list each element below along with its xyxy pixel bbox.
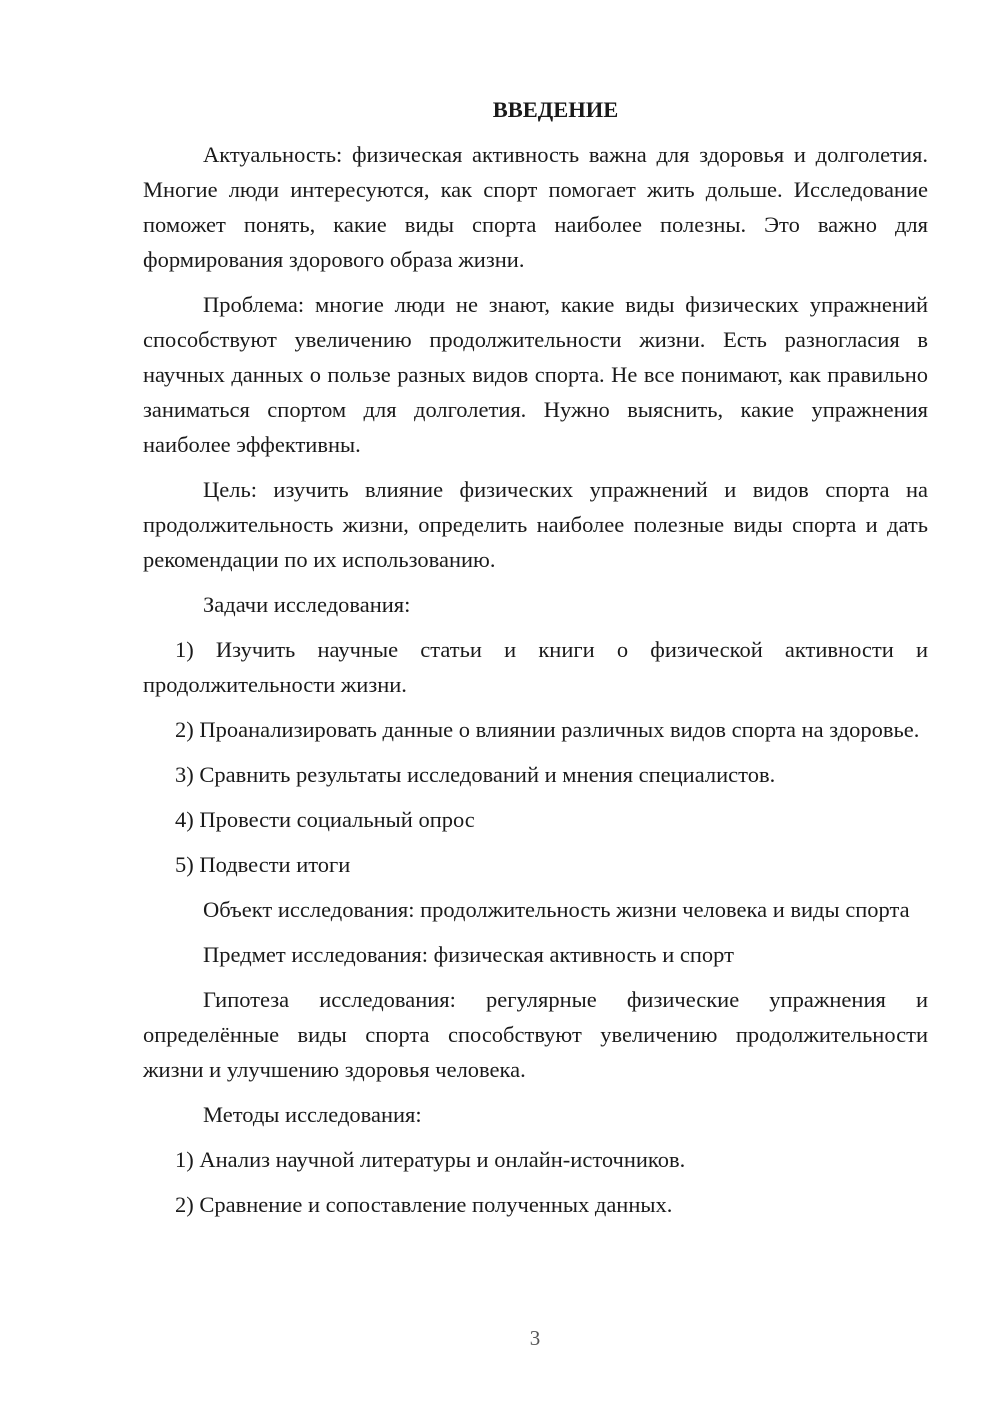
object-paragraph: Объект исследования: продолжительность жизни человека и виды спорта bbox=[203, 897, 910, 922]
task-item: 1) Изучить научные статьи и книги о физической активности и продолжительности жизни. bbox=[143, 637, 928, 697]
tasks-heading: Задачи исследования: bbox=[203, 592, 411, 617]
task-item: 5) Подвести итоги bbox=[175, 852, 351, 877]
problem-paragraph: Проблема: многие люди не знают, какие виды физических упражнений способствуют увеличению продолжительности жизни. Есть разногласия в научных данных о пользе разных видов спорта. Не все понимают, как правильно заниматься спортом для долголетия. Нужно выяснить, какие упражнения наиболее эффективны. bbox=[143, 292, 928, 457]
document-body bbox=[143, 92, 928, 1232]
task-item: 2) Проанализировать данные о влиянии различных видов спорта на здоровье. bbox=[175, 717, 920, 742]
relevance-paragraph: Актуальность: физическая активность важна для здоровья и долголетия. Многие люди интересуются, как спорт помогает жить дольше. Исследование поможет понять, какие виды спорта наиболее полезны. Это важно для формирования здорового образа жизни. bbox=[143, 142, 928, 272]
subject-paragraph: Предмет исследования: физическая активность и спорт bbox=[203, 942, 734, 967]
page-number: 3 bbox=[529, 1326, 541, 1350]
task-item: 4) Провести социальный опрос bbox=[175, 807, 475, 832]
hypothesis-paragraph: Гипотеза исследования: регулярные физические упражнения и определённые виды спорта способствуют увеличению продолжительности жизни и улучшению здоровья человека. bbox=[143, 987, 928, 1082]
methods-heading: Методы исследования: bbox=[203, 1102, 422, 1127]
task-item: 3) Сравнить результаты исследований и мнения специалистов. bbox=[175, 762, 776, 787]
method-item: 2) Сравнение и сопоставление полученных данных. bbox=[175, 1192, 673, 1217]
section-heading: ВВЕДЕНИЕ bbox=[492, 97, 619, 122]
method-item: 1) Анализ научной литературы и онлайн-источников. bbox=[175, 1147, 686, 1172]
goal-paragraph: Цель: изучить влияние физических упражнений и видов спорта на продолжительность жизни, определить наиболее полезные виды спорта и дать рекомендации по их использованию. bbox=[143, 477, 928, 572]
